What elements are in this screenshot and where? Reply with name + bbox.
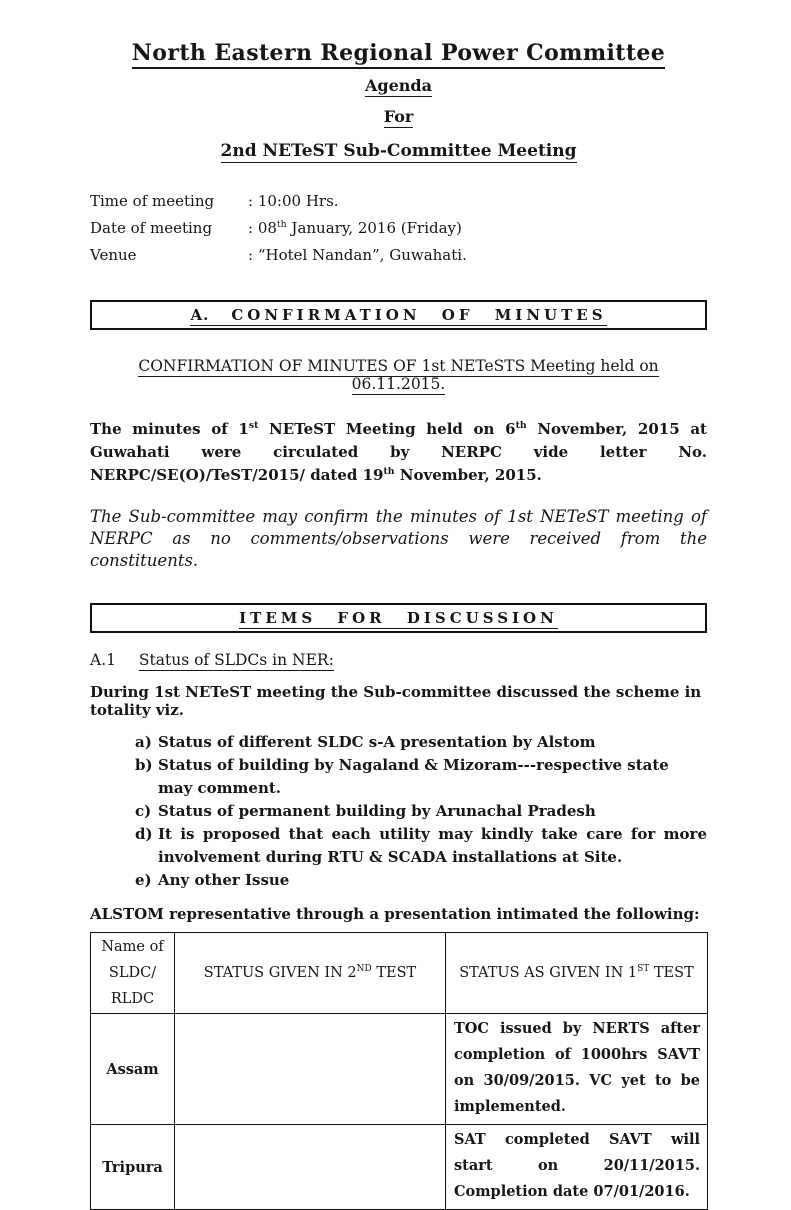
- list-item-marker: c): [135, 802, 152, 820]
- meeting-date-label: Date of meeting: [90, 219, 213, 237]
- section-a-label: A.: [190, 306, 210, 324]
- meeting-venue-row: [90, 242, 707, 269]
- subtitle-agenda-row: [90, 76, 707, 96]
- section-a-heading-box: [90, 300, 707, 330]
- meeting-title-row: [90, 140, 707, 162]
- table-row-assam: [91, 1014, 708, 1125]
- document-title: North Eastern Regional Power Committee: [132, 40, 665, 69]
- header-cell-name: [91, 933, 175, 1014]
- subtitle-for: For: [383, 107, 414, 126]
- item-a1-heading: [90, 651, 707, 669]
- table-row-tripura: [91, 1125, 708, 1210]
- list-item-marker: e): [135, 871, 152, 889]
- discussion-list: [135, 731, 707, 892]
- item-a1-number: A.1: [90, 651, 116, 669]
- cell-status-2nd: [175, 1014, 446, 1125]
- cell-status-1st: TOC issued by NERTS after completion of 1000hrs SAVT on 30/09/2015. VC yet to be implemented.: [446, 1014, 708, 1125]
- title-block: [90, 40, 707, 66]
- list-item: [135, 823, 707, 869]
- items-heading: ITEMS FOR DISCUSSION: [239, 609, 558, 627]
- meeting-time-value: : 10:00 Hrs.: [248, 192, 339, 210]
- meeting-meta: [90, 188, 707, 269]
- alstom-line: ALSTOM representative through a presentation intimated the following:: [90, 905, 700, 923]
- header-cell-status-2nd: STATUS GIVEN IN 2ND TEST: [175, 933, 446, 1014]
- cell-name: Tripura: [91, 1125, 175, 1210]
- sldc-status-table: [90, 932, 708, 1210]
- list-item-text: Status of different SLDC s-A presentation by Alstom: [158, 733, 596, 751]
- header-name-line1: Name of: [101, 939, 164, 955]
- header-name-line2: SLDC/: [108, 965, 157, 981]
- meeting-venue-label: Venue: [90, 246, 137, 264]
- list-item-text: Status of permanent building by Arunachal Pradesh: [158, 802, 596, 820]
- item-a1-title: Status of SLDCs in NER:: [138, 651, 334, 669]
- cell-status-1st: SAT completed SAVT will start on 20/11/2015. Completion date 07/01/2016.: [446, 1125, 708, 1210]
- list-item-text: Status of building by Nagaland & Mizoram---respective state may comment.: [158, 756, 669, 797]
- items-heading-box: [90, 603, 707, 633]
- list-item: [135, 754, 707, 800]
- list-item-text: It is proposed that each utility may kindly take care for more involvement during RTU & SCADA installations at Site.: [158, 825, 707, 866]
- list-item-marker: a): [135, 733, 152, 751]
- meeting-time-label: Time of meeting: [90, 192, 215, 210]
- list-item-marker: d): [135, 825, 153, 843]
- cell-name: Assam: [91, 1014, 175, 1125]
- header-name-line3: RLDC: [110, 991, 155, 1007]
- note-paragraph: The Sub-committee may confirm the minutes of 1st NETeST meeting of NERPC as no comments/observations were received from the constituents.: [90, 507, 707, 570]
- list-item-marker: b): [135, 756, 153, 774]
- list-item-text: Any other Issue: [158, 871, 290, 889]
- list-item: [135, 800, 707, 823]
- meeting-time-row: [90, 188, 707, 215]
- list-item: [135, 731, 707, 754]
- meeting-date-value: : 08th January, 2016 (Friday): [248, 219, 462, 237]
- section-a-heading: [190, 306, 606, 326]
- meeting-venue-value: : “Hotel Nandan”, Guwahati.: [248, 246, 467, 264]
- meeting-date-row: [90, 215, 707, 242]
- subtitle-for-row: [90, 107, 707, 127]
- table-header-row: [91, 933, 708, 1014]
- list-item: [135, 869, 707, 892]
- header-cell-status-1st: STATUS AS GIVEN IN 1ST TEST: [446, 933, 708, 1014]
- confirmation-line-row: [90, 357, 707, 393]
- subtitle-agenda: Agenda: [365, 76, 432, 95]
- confirmation-line: CONFIRMATION OF MINUTES OF 1st NETeSTS Meeting held on 06.11.2015.: [138, 357, 659, 393]
- cell-status-2nd: [175, 1125, 446, 1210]
- section-a-title: CONFIRMATION OF MINUTES: [231, 306, 607, 324]
- minutes-paragraph: The minutes of 1st NETeST Meeting held on 6th November, 2015 at Guwahati were circulated by NERPC vide letter No. NERPC/SE(O)/TeST/2015/ dated 19th November, 2015.: [90, 420, 707, 484]
- during-line: During 1st NETeST meeting the Sub-committee discussed the scheme in totality viz.: [90, 683, 702, 719]
- meeting-title: 2nd NETeST Sub-Committee Meeting: [220, 141, 577, 161]
